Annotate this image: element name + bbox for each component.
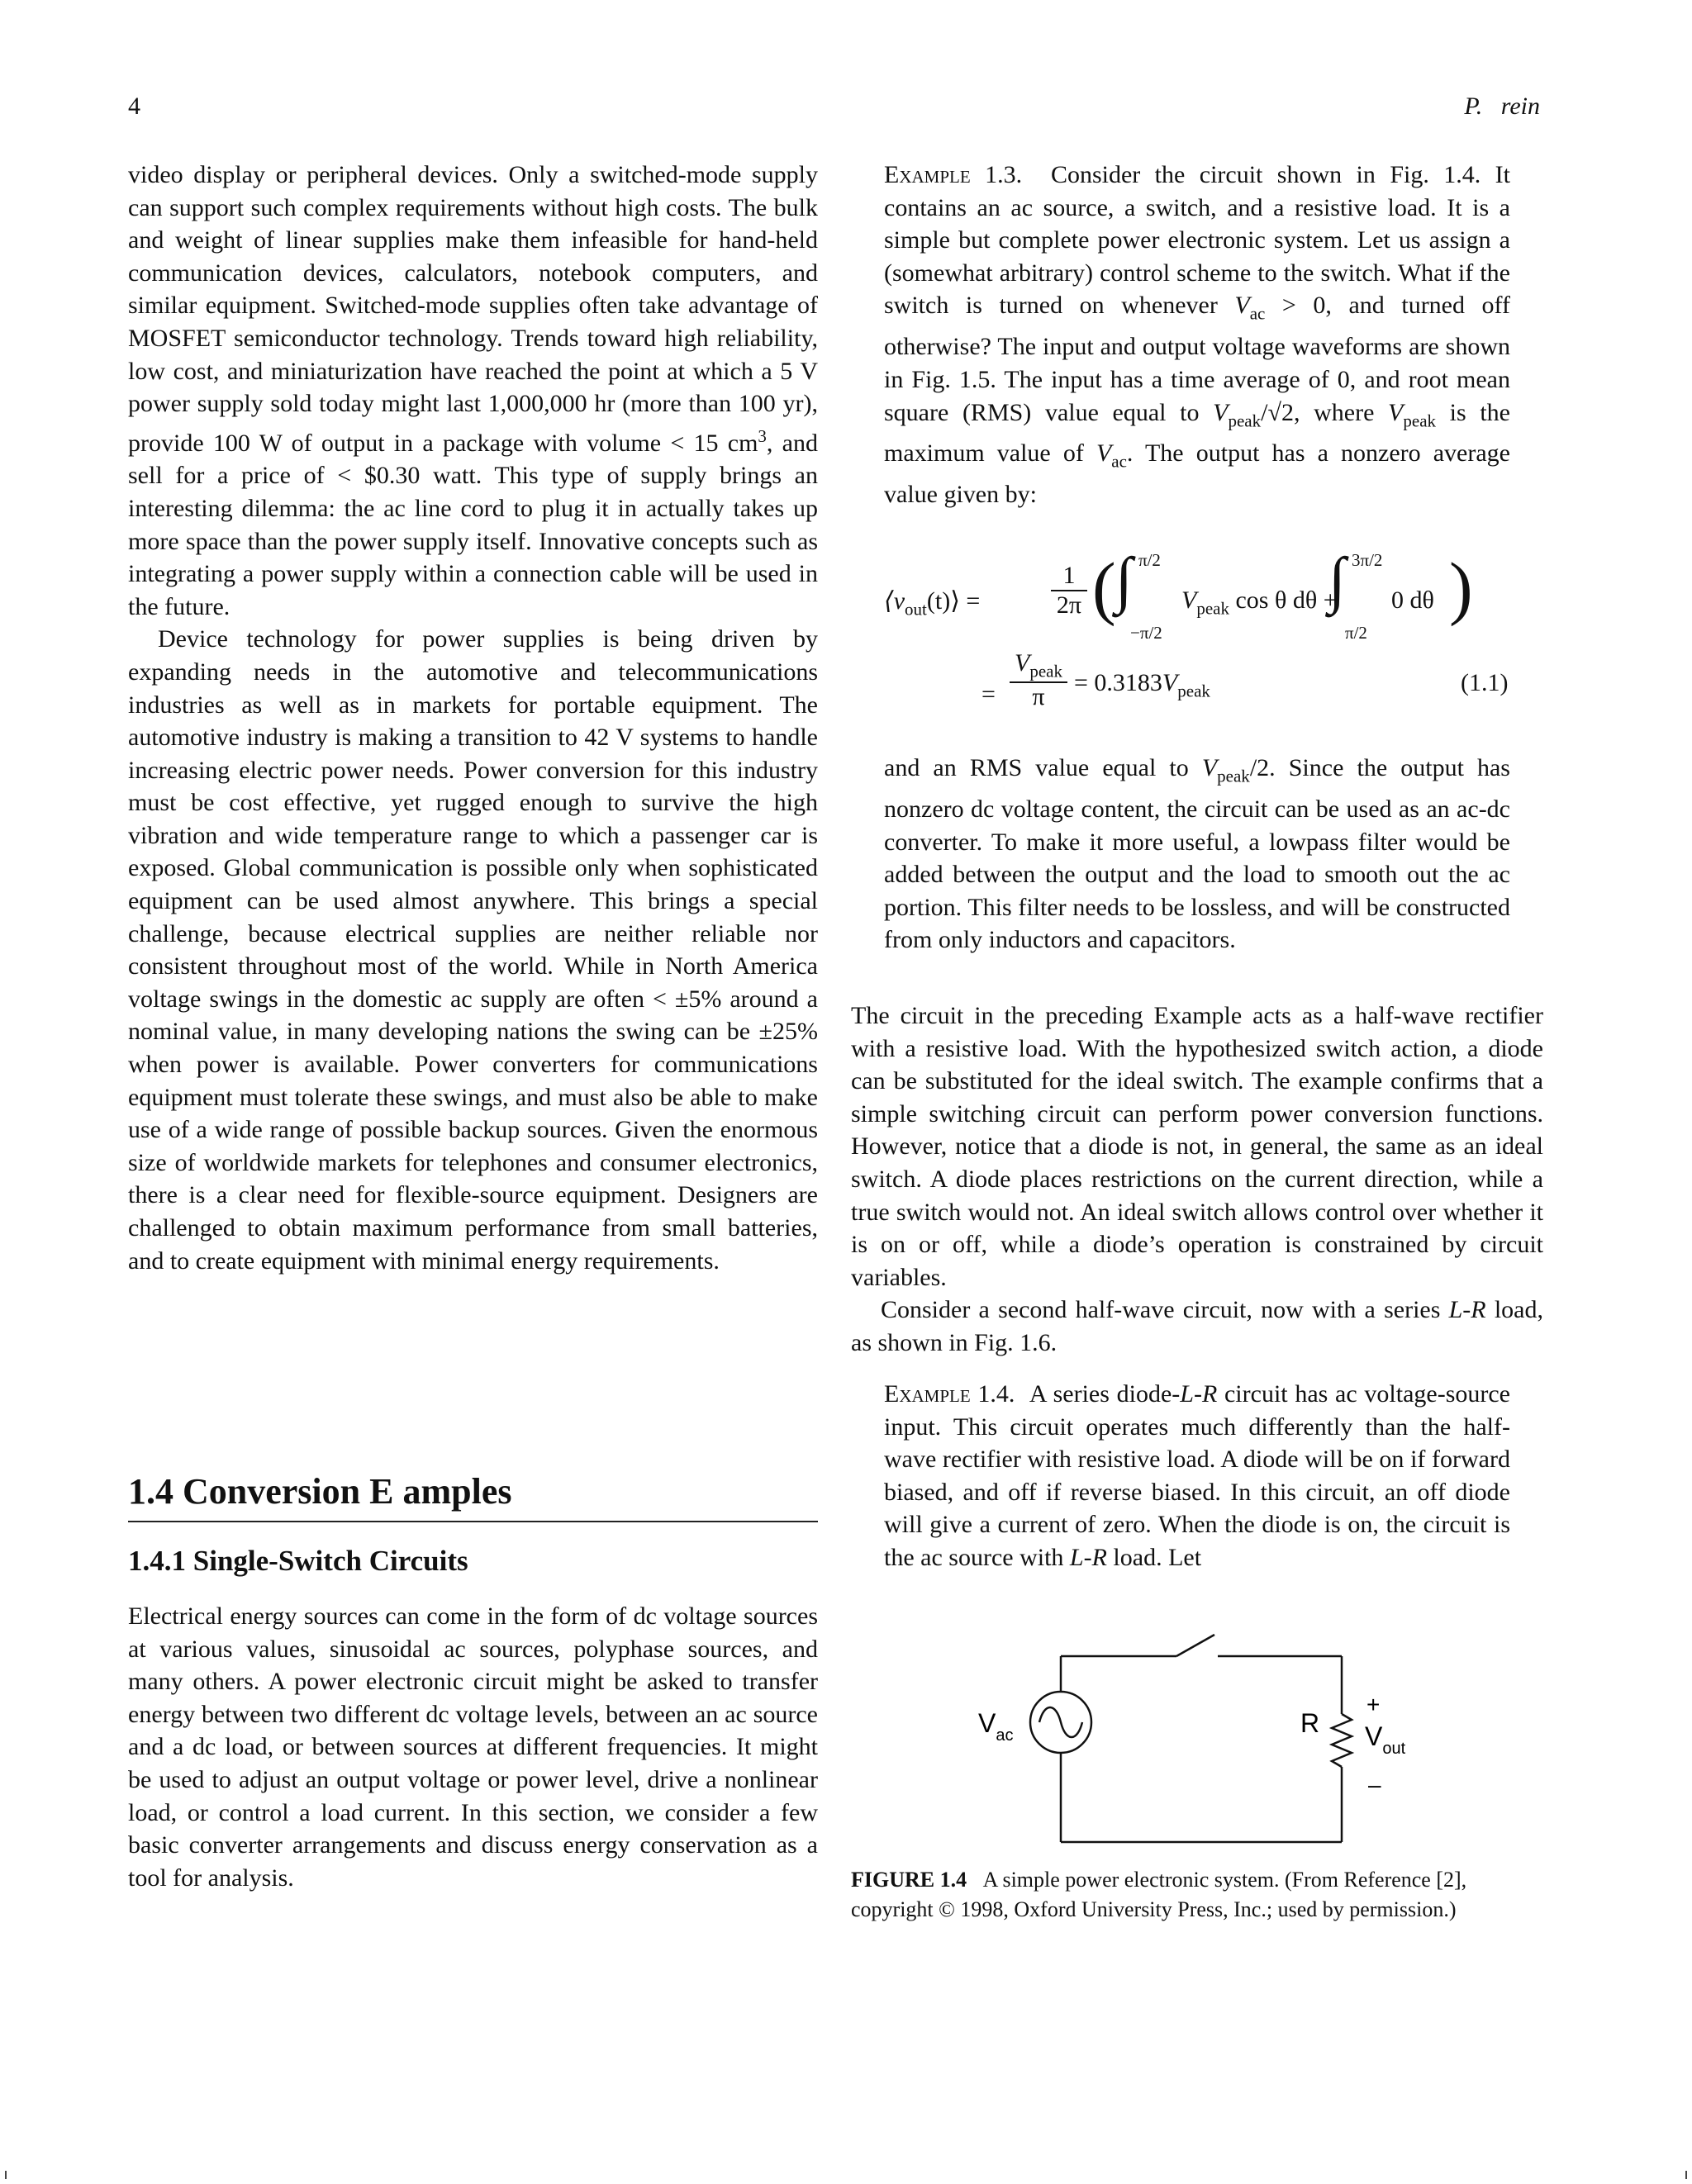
- resistor-label: R: [1300, 1708, 1320, 1738]
- subsection-heading: 1.4.1 Single-Switch Circuits: [128, 1545, 468, 1577]
- left-column-top: [128, 159, 818, 1277]
- example-1-3-continued: and an RMS value equal to $V_{peak}/2$. Since the output has nonzero dc voltage content, the circuit can be used as an ac-dc converter. To make it more useful, a lowpass filter would be added between the output and the load to smooth out the ac portion. This filter needs to be lossless, and will be constructed from only inductors and capacitors.: [884, 754, 1510, 954]
- paragraph: Electrical energy sources can come in the form of dc voltage sources at various values, sinusoidal ac sources, polyphase sources, and many others. A power electronic circuit might be asked to transfer energy between two different dc voltage levels, between an ac source and a dc load, or between sources at different frequencies. It might be used to adjust an output voltage or power level, drive a nonlinear load, or control a load current. In this section, we consider a few basic converter arrangements and discuss energy conservation as a tool for analysis.: [128, 1602, 818, 1892]
- sine-wave: [1039, 1707, 1082, 1737]
- minus-sign: –: [1368, 1772, 1381, 1797]
- plus-sign: +: [1366, 1692, 1381, 1717]
- page-number: 4: [128, 93, 140, 120]
- example-1-3: Example 1.3. Consider the circuit shown in Fig. 1.4. It contains an ac source, a switch, and a resistive load. It is a simple but complete power electronic system. Let us assign a (somewhat arbitrary) control scheme to the switch. What if the switch is turned on whenever $V_{ac} > 0$, and turned off otherwise? The input and output voltage waveforms are shown in Fig. 1.5. The input has a time average of 0, and root mean square (RMS) value equal to $V_{peak}/√2$, where $V_{peak}$ is the maximum value of $V_{ac}$. The output has a nonzero average value given by:: [884, 161, 1511, 509]
- vac-label: $V_{ac}$: [978, 1708, 1014, 1745]
- section-heading: 1.4 Conversion E amples: [128, 1470, 818, 1522]
- paragraph: Device technology for power supplies is being driven by expanding needs in the automotive and telecommunications industries as well as in markets for portable equipment. The automotive industry is making a transition to 42 V systems to handle increasing electric power needs. Power conversion for this industry must be cost effective, yet rugged enough to survive the high vibration and wide temperature range to which a passenger car is exposed. Global communication is possible only when sophisticated equipment can be used almost anywhere. This brings a special challenge, because electrical supplies are neither reliable nor consistent throughout most of the world. While in North America voltage swings in the domestic ac supply are often < ±5% around a nominal value, in many developing nations the swing can be ±25% when power is available. Power converters for communications equipment must tolerate these swings, and must also be able to make use of a wide range of possible backup sources. Given the enormous size of worldwide markets for telephones and consumer electronics, there is a clear need for flexible-source equipment. Designers are challenged to obtain maximum performance from small batteries, and to create equipment with minimal energy requirements.: [128, 625, 818, 1275]
- paragraph: Consider a second half-wave circuit, now with a series L-R load, as shown in Fig. 1.6.: [851, 1296, 1543, 1356]
- circuit-diagram: [975, 1623, 1438, 1854]
- switch: [1176, 1635, 1214, 1656]
- vout-label: $V_{out}$: [1365, 1721, 1406, 1758]
- crop-mark: [5, 2171, 7, 2179]
- right-column-text: [851, 999, 1543, 1360]
- figure-caption: FIGURE 1.4 A simple power electronic system. (From Reference [2], copyright © 1998, Oxford University Press, Inc.; used by permission.): [851, 1868, 1467, 1921]
- paragraph: The circuit in the preceding Example acts as a half-wave rectifier with a resistive load. With the hypothesized switch action, a diode can be substituted for the ideal switch. The example confirms that a simple switching circuit can perform power conversion functions. However, notice that a diode is not, in general, the same as an ideal switch. A diode places restrictions on the current direction, while a true switch would not. An ideal switch allows control over whether it is on or off, while a diode’s operation is constrained by circuit variables.: [851, 1002, 1543, 1291]
- crop-mark: [1685, 2171, 1687, 2179]
- left-column-bottom: [128, 1600, 818, 1894]
- running-author: P. rein: [1464, 93, 1540, 120]
- paragraph: video display or peripheral devices. Only a switched-mode supply can support such complex requirements without high costs. The bulk and weight of linear supplies make them infeasible for hand-held communication devices, calculators, notebook computers, and similar equipment. Switched-mode supplies often take advantage of MOSFET semiconductor technology. Trends toward high reliability, low cost, and miniaturization have reached the point at which a 5 V power supply sold today might last 1,000,000 hr (more than 100 yr), provide 100 W of output in a package with volume < 15 $cm^3$, and sell for a price of < $0.30 watt. This type of supply brings an interesting dilemma: the ac line cord to plug it in actually takes up more space than the power supply itself. Innovative concepts such as integrating a power supply within a connection cable will be used in the future.: [128, 161, 818, 620]
- example-1-4: Example 1.4. A series diode-L-R circuit has ac voltage-source input. This circuit operates much differently than the half-wave rectifier with resistive load. A diode will be on if forward biased, and off if reverse biased. In this circuit, an off diode will give a current of zero. When the diode is on, the circuit is the ac source with L-R load. Let: [884, 1380, 1510, 1571]
- resistor-icon: [1332, 1714, 1352, 1767]
